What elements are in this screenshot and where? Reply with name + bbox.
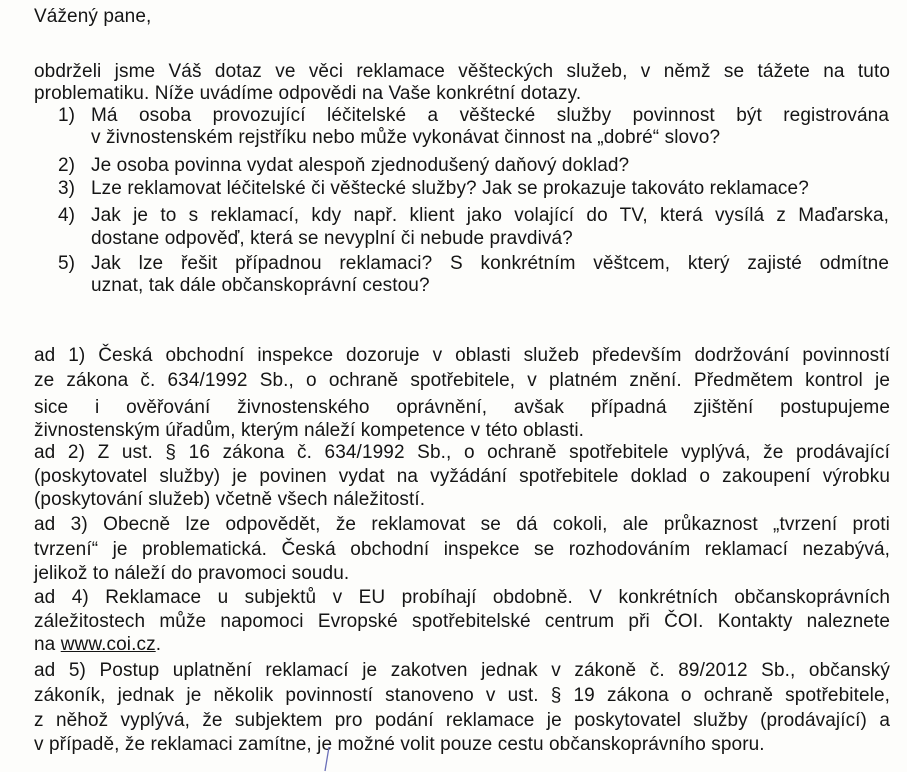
answer-4-prefix: na xyxy=(34,634,61,655)
question-4-line-1: Jak je to s reklamací, kdy např. klient jako volající do TV, která vysílá z Maďarska, xyxy=(91,205,889,226)
question-4-number: 4) xyxy=(58,205,75,226)
answer-5-line-2: zákoník, jednak je několik povinností stanoveno v ust. § 19 zákona o ochraně spotřebitele, xyxy=(34,685,890,706)
answer-1-line-1: ad 1) Česká obchodní inspekce dozoruje v oblasti služeb především dodržování povinností xyxy=(34,345,890,366)
intro-line-2: problematiku. Níže uvádíme odpovědi na Vaše konkrétní dotazy. xyxy=(34,83,582,104)
coi-website-link[interactable]: www.coi.cz xyxy=(60,634,156,655)
question-1-line-1: Má osoba provozující léčitelské a věštecké služby povinnost být registrována xyxy=(91,105,889,126)
question-5-line-2: uznat, tak dále občanskoprávní cestou? xyxy=(91,275,430,296)
question-3-line-1: Lze reklamovat léčitelské či věštecké služby? Jak se prokazuje takováto reklamace? xyxy=(91,178,809,199)
answer-2-line-2: (poskytovatel služby) je povinen vydat na vyžádání spotřebitele doklad o zakoupení výrobku xyxy=(34,466,890,487)
question-1-line-2: v živnostenském rejstříku nebo může vykonávat činnost na „dobré“ slovo? xyxy=(91,127,721,148)
answer-3-line-1: ad 3) Obecně lze odpovědět, že reklamovat se dá cokoli, ale průkaznost „tvrzení proti xyxy=(34,514,890,535)
question-2-line-1: Je osoba povinna vydat alespoň zjednodušený daňový doklad? xyxy=(91,155,630,176)
question-1-number: 1) xyxy=(58,105,75,126)
question-3-number: 3) xyxy=(58,178,75,199)
answer-4-suffix: . xyxy=(155,634,162,655)
answer-5-line-1: ad 5) Postup uplatnění reklamací je zakotven jednak v zákoně č. 89/2012 Sb., občanský xyxy=(34,660,890,681)
answer-5-line-4: v případě, že reklamaci zamítne, je možné volit pouze cestu občanskoprávního sporu. xyxy=(34,734,765,755)
answer-4-line-1: ad 4) Reklamace u subjektů v EU probíhají obdobně. V konkrétních občanskoprávních xyxy=(34,587,890,608)
pen-stroke-mark xyxy=(322,746,332,772)
answer-2-line-3: (poskytování služeb) včetně všech náležitostí. xyxy=(34,489,426,510)
answer-4-line-3 xyxy=(34,634,161,656)
question-2-number: 2) xyxy=(58,155,75,176)
salutation: Vážený pane, xyxy=(34,6,152,27)
answer-5-line-3: z něhož vyplývá, že subjektem pro podání reklamace je poskytovatel služby (prodávající) a xyxy=(34,710,890,731)
answer-2-line-1: ad 2) Z ust. § 16 zákona č. 634/1992 Sb., o ochraně spotřebitele vyplývá, že prodávající xyxy=(34,442,890,463)
answer-1-line-2: ze zákona č. 634/1992 Sb., o ochraně spotřebitele, v platném znění. Předmětem kontrol je xyxy=(34,370,890,391)
answer-1-line-3: sice i ověřování živnostenského oprávnění, avšak případná zjištění postupujeme xyxy=(34,397,890,418)
answer-4-line-2: záležitostech může napomoci Evropské spotřebitelské centrum při ČOI. Kontakty naleznete xyxy=(34,611,890,632)
intro-line-1: obdrželi jsme Váš dotaz ve věci reklamace věšteckých služeb, v němž se tážete na tuto xyxy=(34,61,890,82)
question-5-number: 5) xyxy=(58,253,75,274)
answer-3-line-2: tvrzení“ je problematická. Česká obchodní inspekce se rozhodováním reklamací nezabývá, xyxy=(34,539,890,560)
question-4-line-2: dostane odpověď, která se nevyplní či nebude pravdivá? xyxy=(91,228,573,249)
question-5-line-1: Jak lze řešit případnou reklamaci? S konkrétním věštcem, který zajisté odmítne xyxy=(91,253,889,274)
answer-3-line-3: jelikož to náleží do pravomoci soudu. xyxy=(34,563,350,584)
answer-1-line-4: živnostenským úřadům, kterým náleží kompetence v této oblasti. xyxy=(34,420,585,441)
